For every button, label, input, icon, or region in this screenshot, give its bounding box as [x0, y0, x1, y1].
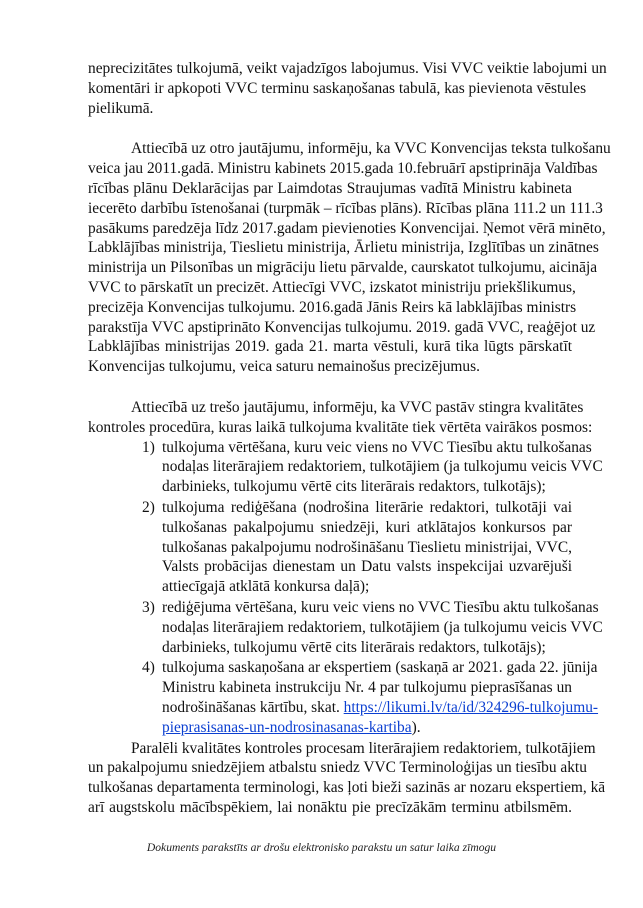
text-line: parakstīja VVC apstiprināto Konvencijas tulkojumu. 2019. gadā VVC, reaģējot uz [88, 318, 596, 336]
text-line: Labklājības ministrijas 2019. gada 21. marta vēstuli, kurā tika lūgts pārskatīt [88, 338, 572, 356]
list-item-1 [88, 438, 603, 497]
text-segment: ). [411, 718, 421, 736]
text-line: Paralēli kvalitātes kontroles procesam literārajiem redaktoriem, tulkotājiem [131, 739, 596, 757]
likumi-link-continued[interactable]: pieprasisanas-un-nodrosinasanas-kartiba [162, 718, 412, 736]
text-line: Ministru kabineta instrukciju Nr. 4 par tulkojumu pieprasīšanas un [162, 679, 572, 697]
text-line: Attiecībā uz otro jautājumu, informēju, ka VVC Konvencijas teksta tulkošanu [131, 140, 611, 158]
paragraph-3 [88, 398, 593, 438]
text-line: arī augstskolu mācībspēkiem, lai nonāktu pie precīzākām terminu atbilsmēm. [88, 798, 572, 816]
text-line: rīcības plānu Deklarācijas par Laimdotas Straujumas vadītā Ministru kabineta [88, 179, 572, 197]
signature-footer: Dokuments parakstīts ar drošu elektronisko parakstu un satur laika zīmogu [146, 841, 497, 854]
text-line: nodaļas literārajiem redaktoriem, tulkotājiem (ja tulkojumu veicis VVC [162, 458, 603, 476]
text-line: tulkojuma vērtēšana, kuru veic viens no VVC Tiesību aktu tulkošanas [162, 438, 592, 456]
text-line: Konvencijas tulkojumu, veica saturu nemainošus precizējumus. [88, 358, 480, 376]
text-line: tulkojuma rediģēšana (nodrošina literārie redaktori, tulkotāji vai [162, 498, 572, 516]
list-number: 1) [142, 438, 155, 456]
text-line: pielikumā. [88, 99, 154, 117]
text-line [162, 718, 572, 738]
paragraph-4 [88, 739, 606, 818]
text-line: komentāri ir apkopoti VVC terminu saskaņošanas tabulā, kas pievienota vēstules [88, 79, 587, 97]
text-line: tulkošanas pakalpojumu sniedzēji, kuri atklātajos konkursos par [162, 518, 572, 536]
text-line: tulkojuma saskaņošana ar ekspertiem (saskaņā ar 2021. gada 22. jūnija [162, 659, 598, 677]
text-line [162, 698, 599, 718]
quality-control-list [88, 438, 603, 658]
text-line: rediģējuma vērtēšana, kuru veic viens no VVC Tiesību aktu tulkošanas [162, 598, 599, 616]
list-item-3 [88, 598, 603, 657]
text-line: precizēja Konvencijas tulkojumu. 2016.gadā Jānis Reirs kā labklājības ministrs [88, 298, 577, 316]
text-line: attiecīgajā atklātā konkursa daļā); [162, 578, 370, 596]
text-line: neprecizitātes tulkojumā, veikt vajadzīgos labojumus. Visi VVC veiktie labojumi un [88, 60, 607, 77]
text-line: VVC to pārskatīt un precizēt. Attiecīgi VVC, izskatot ministriju priekšlikumus, [88, 278, 576, 296]
text-line: darbinieks, tulkojumu vērtē cits literārais redaktors, tulkotājs); [162, 638, 546, 656]
text-line: Valsts probācijas dienestam un Datu valsts inspekcijai uzvarējuši [162, 558, 572, 576]
text-line: Attiecībā uz trešo jautājumu, informēju, ka VVC pastāv stingra kvalitātes [131, 398, 584, 416]
text-line: darbinieks, tulkojumu vērtē cits literārais redaktors, tulkotājs); [162, 478, 546, 496]
list-item-4 [88, 658, 599, 737]
text-line: tulkošanas pakalpojumu nodrošināšanu Tieslietu ministrijai, VVC, [162, 538, 572, 556]
text-line: ministrija un Pilsonības un migrāciju lietu pārvalde, caurskatot tulkojumu, aicināja [88, 259, 598, 277]
text-line: tulkošanas departamenta terminologi, kas ļoti bieži sazinās ar nozaru ekspertiem, kā [88, 779, 606, 797]
list-item-2 [88, 498, 572, 597]
paragraph-1 [88, 59, 607, 118]
text-line: pasākums paredzēja līdz 2017.gadam pievienoties Konvencijai. Ņemot vērā minēto, [88, 219, 606, 237]
text-line: Labklājības ministrija, Tieslietu ministrija, Ārlietu ministrija, Izglītības un zinātnes [88, 239, 599, 257]
paragraph-2 [88, 139, 611, 377]
list-number: 3) [142, 598, 155, 616]
text-line: un pakalpojumu sniedzējiem atbalstu sniedz VVC Terminoloģijas un tiesību aktu [88, 759, 587, 777]
text-line: kontroles procedūra, kuras laikā tulkojuma kvalitāte tiek vērtēta vairākos posmos: [88, 418, 593, 436]
document-page [88, 59, 611, 818]
list-number: 2) [142, 498, 155, 516]
text-line: veica jau 2011.gadā. Ministru kabinets 2015.gada 10.februārī apstiprināja Valdības [88, 160, 598, 178]
likumi-link[interactable]: https://likumi.lv/ta/id/324296-tulkojumu- [343, 698, 599, 716]
text-line: nodaļas literārajiem redaktoriem, tulkotājiem (ja tulkojumu veicis VVC [162, 618, 603, 636]
text-segment: nodrošināšanas kārtību, skat. [162, 698, 344, 716]
list-number: 4) [142, 659, 155, 677]
text-line: iecerēto darbību īstenošanai (turpmāk – rīcības plāns). Rīcības plāna 111.2 un 111.3 [88, 199, 603, 217]
